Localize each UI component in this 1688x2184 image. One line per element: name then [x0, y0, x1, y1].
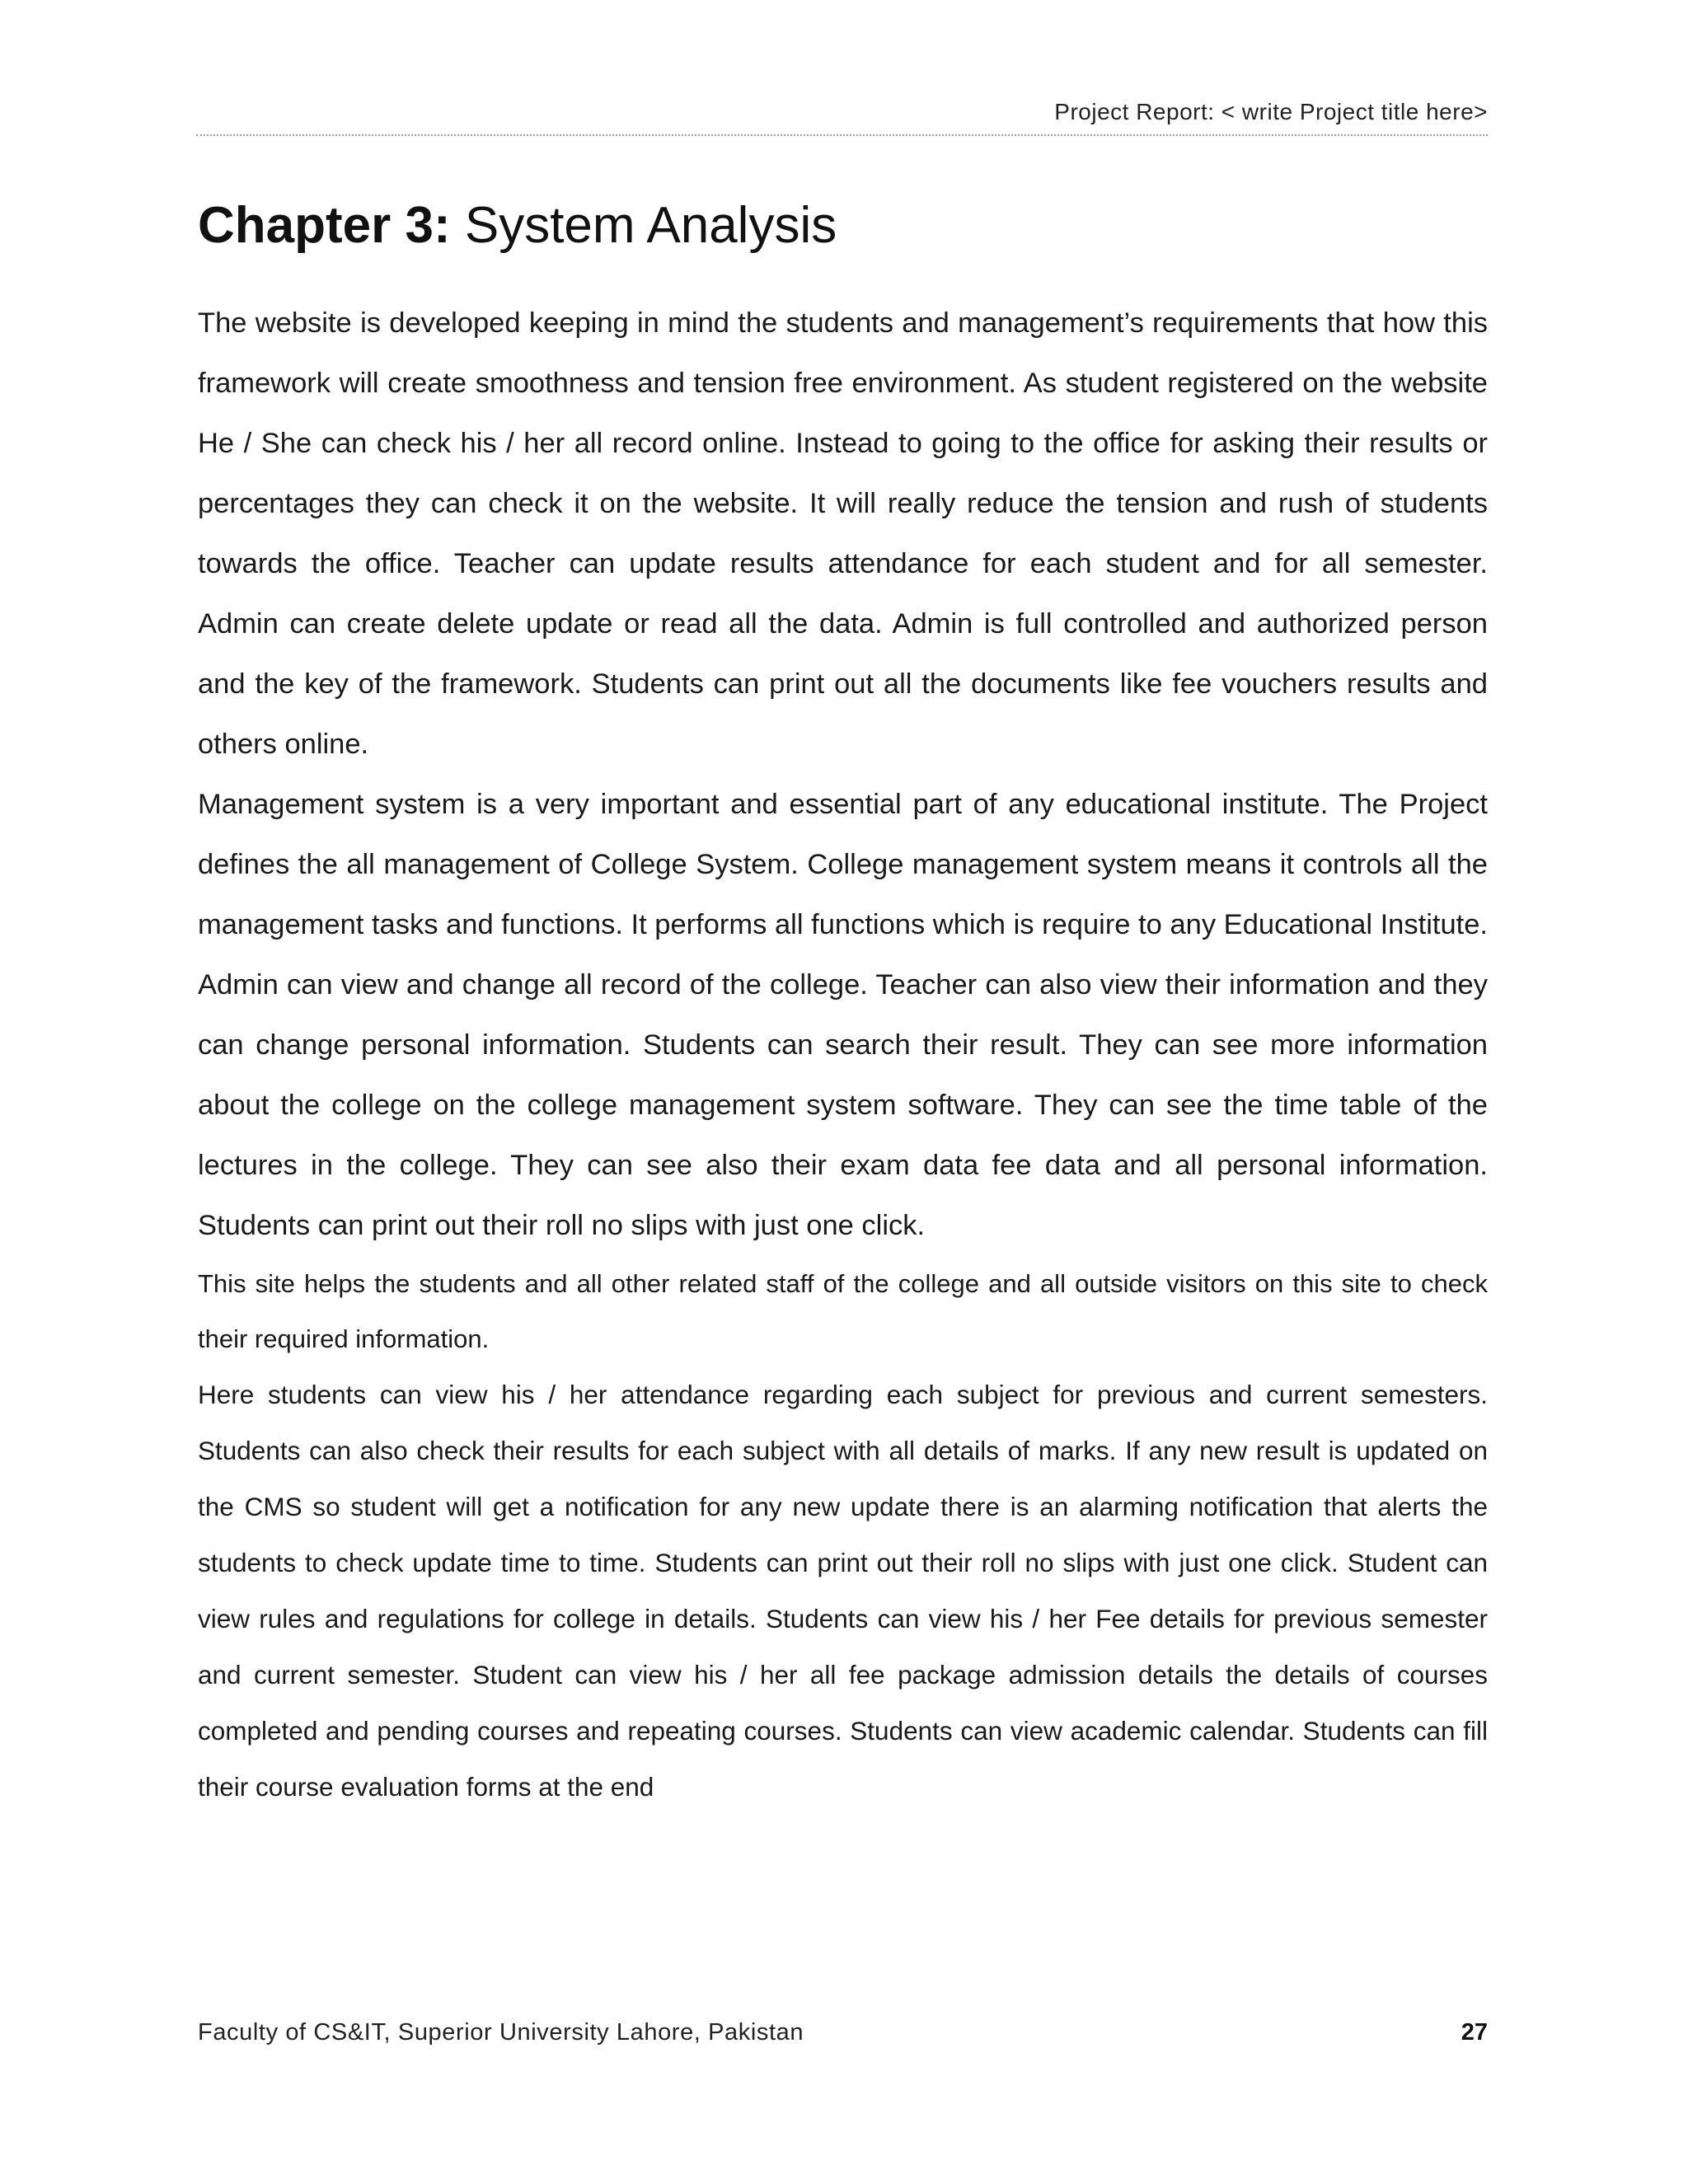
page-number: 27	[1461, 2019, 1488, 2046]
chapter-title: System Analysis	[464, 197, 837, 254]
paragraph-student-features: Here students can view his / her attendance regarding each subject for previous and current semesters. Students can also check their results for each subject with all details of marks. If any new result is updated on the CMS so student will get a notification for any new update there is an alarming notification that alerts the students to check update time to time. Students can print out their roll no slips with just one click. Student can view rules and regulations for college in details. Students can view his / her Fee details for previous semester and current semester. Student can view his / her all fee package admission details the details of courses completed and pending courses and repeating courses. Students can view academic calendar. Students can fill their course evaluation forms at the end	[198, 1380, 1488, 1802]
paragraph-intro: The website is developed keeping in mind the students and management’s requirements that how this framework will create smoothness and tension free environment. As student registered on the website He / She can check his / her all record online. Instead to going to the office for asking their results or percentages they can check it on the website. It will really reduce the tension and rush of students towards the office. Teacher can update results attendance for each student and for all semester. Admin can create delete update or read all the data. Admin is full controlled and authorized person and the key of the framework. Students can print out all the documents like fee vouchers results and others online.	[198, 307, 1488, 760]
paragraph-site-helps: This site helps the students and all other related staff of the college and all outside visitors on this site to check their required information.	[198, 1269, 1488, 1353]
header-divider	[196, 134, 1488, 136]
body-text	[198, 293, 1488, 1815]
chapter-heading	[198, 196, 837, 255]
running-header: Project Report: < write Project title here>	[1054, 99, 1488, 124]
footer-institution: Faculty of CS&IT, Superior University Lahore, Pakistan	[198, 2019, 804, 2046]
paragraph-management-system: Management system is a very important and essential part of any educational institute. The Project defines the all management of College System. College management system means it controls all the management tasks and functions. It performs all functions which is require to any Educational Institute. Admin can view and change all record of the college. Teacher can also view their information and they can change personal information. Students can search their result. They can see more information about the college on the college management system software. They can see the time table of the lectures in the college. They can see also their exam data fee data and all personal information. Students can print out their roll no slips with just one click.	[198, 789, 1488, 1241]
chapter-label: Chapter 3:	[198, 197, 451, 254]
